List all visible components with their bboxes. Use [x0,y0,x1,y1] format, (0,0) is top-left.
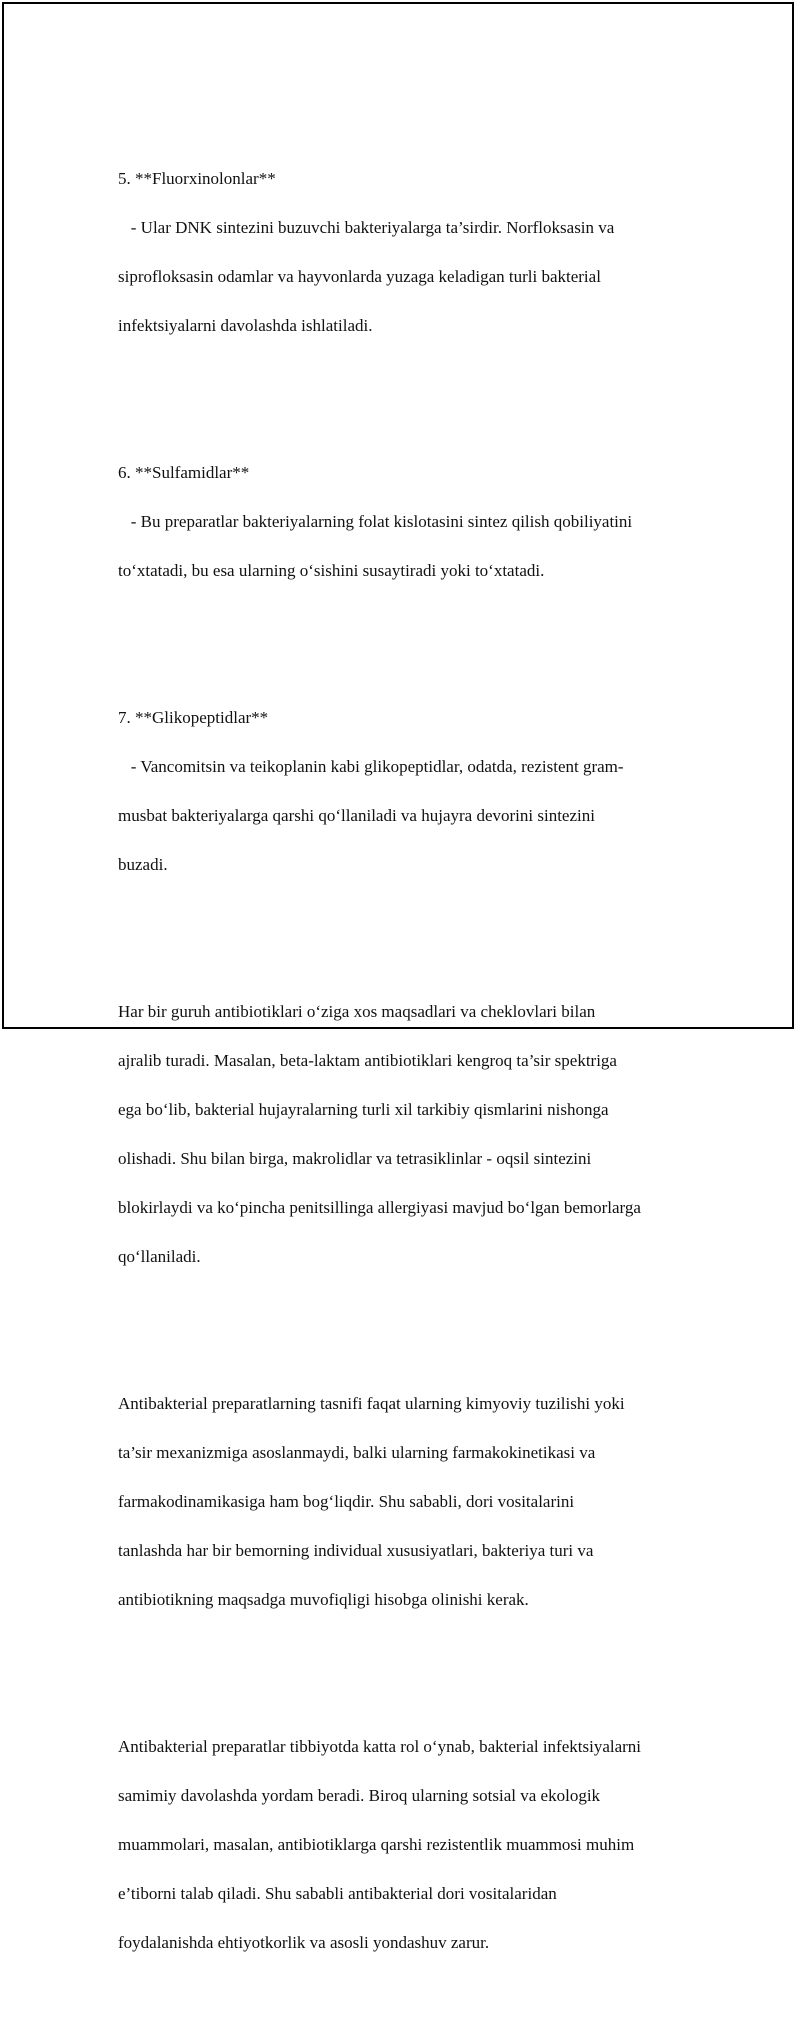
document-body [118,118,684,2029]
section-heading: 6. **Sulfamidlar** [118,463,250,482]
text-line: farmakodinamikasiga ham bog‘liqdir. Shu sababli, dori vositalarini [118,1492,575,1511]
text-line: ta’sir mexanizmiga asoslanmaydi, balki ularning farmakokinetikasi va [118,1443,596,1462]
text-line: buzadi. [118,855,168,874]
text-line: Har bir guruh antibiotiklari o‘ziga xos maqsadlari va cheklovlari bilan [118,1002,596,1021]
paragraph [118,1368,684,1638]
paragraph [118,976,684,1295]
text-line: - Ular DNK sintezini buzuvchi bakteriyalarga ta’sirdir. Norfloksasin va [118,218,615,237]
section-sulfamidlar [118,437,684,609]
section-heading: 7. **Glikopeptidlar** [118,708,269,727]
text-line: tanlashda har bir bemorning individual xususiyatlari, bakteriya turi va [118,1541,594,1560]
text-line: samimiy davolashda yordam beradi. Biroq ularning sotsial va ekologik [118,1786,601,1805]
text-line: blokirlaydi va ko‘pincha penitsillinga allergiyasi mavjud bo‘lgan bemorlarga [118,1198,641,1217]
text-line: to‘xtatadi, bu esa ularning o‘sishini susaytiradi yoki to‘xtatadi. [118,561,545,580]
paragraph [118,1711,684,1981]
text-line: e’tiborni talab qiladi. Shu sababli antibakterial dori vositalaridan [118,1884,557,1903]
section-glikopeptidlar [118,682,684,903]
section-fluorxinolonlar [118,143,684,364]
section-heading: 5. **Fluorxinolonlar** [118,169,276,188]
text-line: Antibakterial preparatlarning tasnifi faqat ularning kimyoviy tuzilishi yoki [118,1394,625,1413]
text-line: foydalanishda ehtiyotkorlik va asosli yondashuv zarur. [118,1933,490,1952]
text-line: olishadi. Shu bilan birga, makrolidlar va tetrasiklinlar - oqsil sintezini [118,1149,592,1168]
text-line: ajralib turadi. Masalan, beta-laktam antibiotiklari kengroq ta’sir spektriga [118,1051,617,1070]
text-line: ega bo‘lib, bakterial hujayralarning turli xil tarkibiy qismlarini nishonga [118,1100,609,1119]
text-line: infektsiyalarni davolashda ishlatiladi. [118,316,373,335]
text-line: siprofloksasin odamlar va hayvonlarda yuzaga keladigan turli bakterial [118,267,601,286]
text-line: - Bu preparatlar bakteriyalarning folat kislotasini sintez qilish qobiliyatini [118,512,633,531]
text-line: - Vancomitsin va teikoplanin kabi glikopeptidlar, odatda, rezistent gram- [118,757,624,776]
text-line: musbat bakteriyalarga qarshi qo‘llaniladi va hujayra devorini sintezini [118,806,595,825]
text-line: Antibakterial preparatlar tibbiyotda katta rol o‘ynab, bakterial infektsiyalarni [118,1737,642,1756]
text-line: antibiotikning maqsadga muvofiqligi hisobga olinishi kerak. [118,1590,529,1609]
text-line: qo‘llaniladi. [118,1247,201,1266]
text-line: muammolari, masalan, antibiotiklarga qarshi rezistentlik muammosi muhim [118,1835,635,1854]
